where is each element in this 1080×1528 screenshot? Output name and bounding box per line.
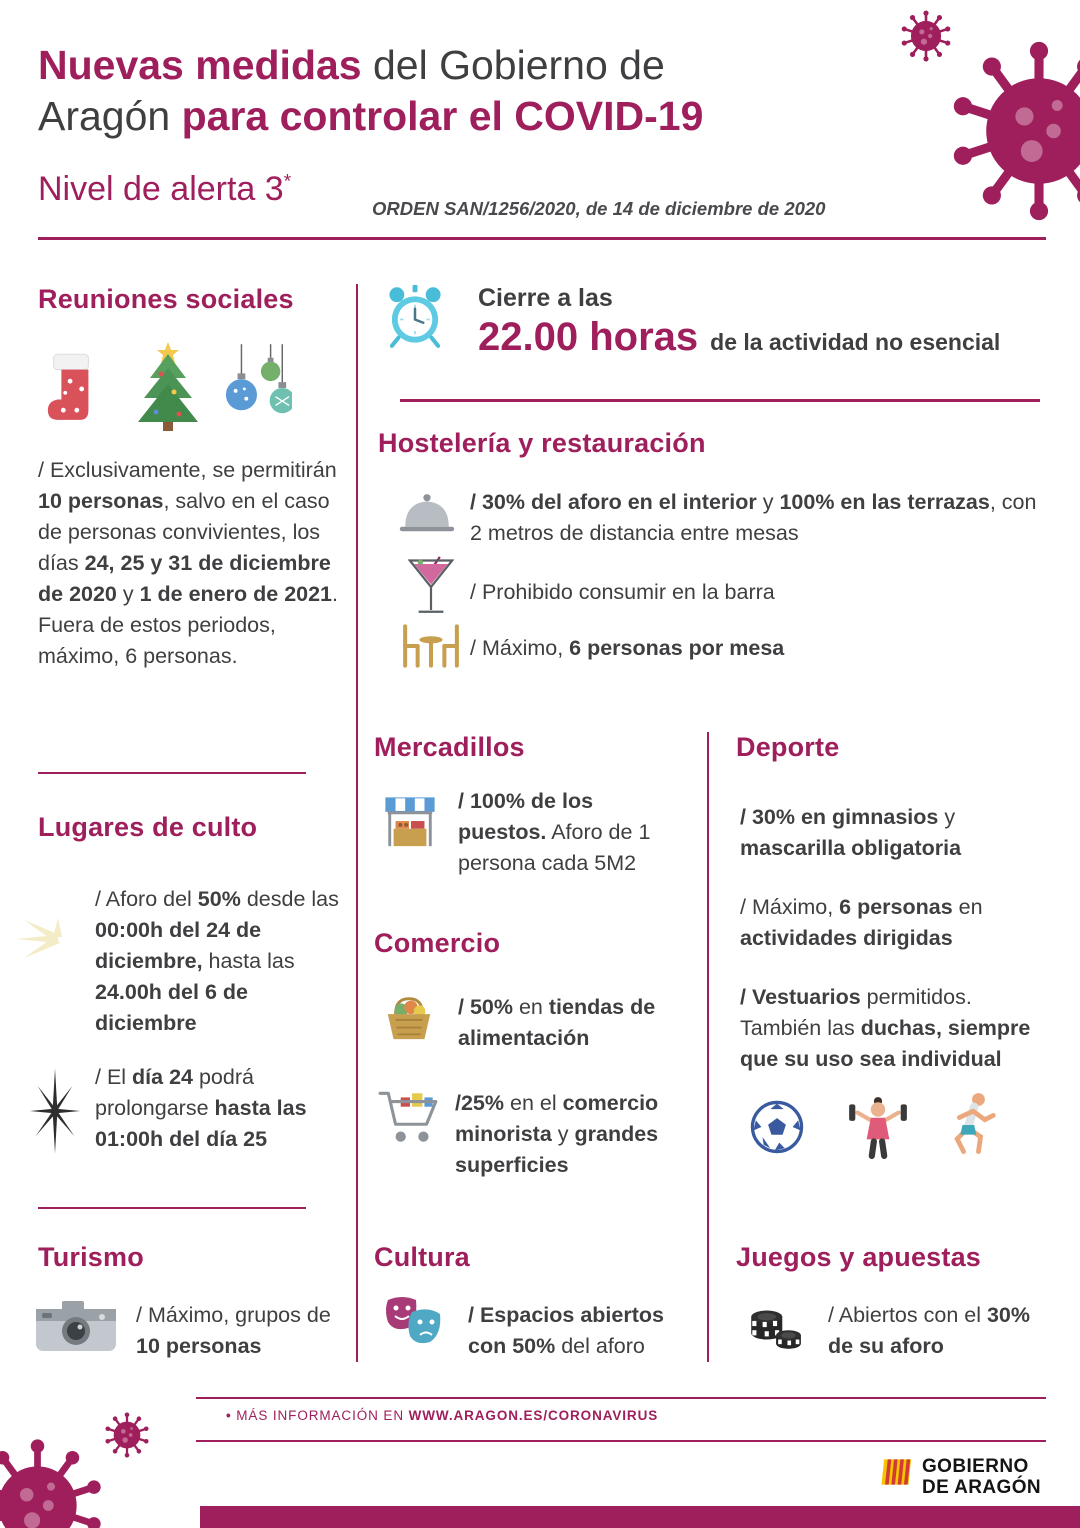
hosteleria-item-2: / Prohibido consumir en la barra bbox=[470, 580, 775, 604]
curfew-time: 22.00 horas bbox=[478, 315, 699, 359]
mercadillos-heading: Mercadillos bbox=[374, 732, 525, 762]
hosteleria-item-3: / Máximo, 6 personas por mesa bbox=[470, 636, 785, 660]
culto-item-1: / Aforo del 50% desde las 00:00h del 24 de diciembre, hasta las 24.00h del 6 de diciembre bbox=[95, 887, 339, 1035]
alert-asterisk: * bbox=[283, 171, 292, 193]
turismo-heading: Turismo bbox=[38, 1242, 144, 1272]
turismo-item-1: / Máximo, grupos de 10 personas bbox=[136, 1303, 331, 1358]
cocktail-icon bbox=[408, 552, 454, 622]
juegos-item-1: / Abiertos con el 30% de su aforo bbox=[828, 1303, 1030, 1358]
hosteleria-item-1: / 30% del aforo en el interior y 100% en las terrazas, con 2 metros de distancia entre mesas bbox=[470, 490, 1037, 545]
header-divider bbox=[38, 237, 1046, 240]
virus-icon bbox=[900, 10, 952, 62]
cloche-icon bbox=[398, 490, 456, 538]
column-divider-left bbox=[356, 284, 358, 1362]
runner-icon bbox=[942, 1092, 1000, 1158]
curfew-divider bbox=[400, 399, 1040, 402]
deporte-item-1: / 30% en gimnasios y mascarilla obligatoria bbox=[740, 805, 962, 860]
comercio-heading: Comercio bbox=[374, 928, 501, 958]
christmas-tree-icon bbox=[130, 340, 206, 432]
shopping-cart-icon bbox=[378, 1084, 442, 1148]
curfew-prefix: Cierre a las bbox=[478, 284, 613, 312]
alert-level: Nivel de alerta 3* bbox=[38, 170, 292, 208]
juegos-heading: Juegos y apuestas bbox=[736, 1242, 982, 1272]
page-title bbox=[38, 40, 703, 142]
aragon-flag-icon bbox=[878, 1456, 914, 1488]
comercio-item-1: / 50% en tiendas de alimentación bbox=[458, 995, 656, 1050]
title-line-1: Nuevas medidas del Gobierno de bbox=[38, 42, 665, 88]
reuniones-heading: Reuniones sociales bbox=[38, 284, 294, 314]
bottom-accent-bar bbox=[200, 1506, 1080, 1528]
curfew-suffix: de la actividad no esencial bbox=[710, 329, 1001, 355]
virus-icon bbox=[948, 40, 1080, 222]
hosteleria-heading: Hostelería y restauración bbox=[378, 428, 706, 458]
table-chairs-icon bbox=[398, 622, 464, 670]
mercadillos-item-1: / 100% de los puestos. Aforo de 1 persona cada 5M2 bbox=[458, 789, 651, 875]
cultura-item-1: / Espacios abiertos con 50% del aforo bbox=[468, 1303, 664, 1358]
camera-icon bbox=[34, 1294, 118, 1356]
deporte-item-2: / Máximo, 6 personas en actividades dirigidas bbox=[740, 895, 983, 950]
logo-line-1: GOBIERNO bbox=[922, 1456, 1029, 1477]
stocking-icon bbox=[44, 348, 100, 426]
footer-divider-bottom bbox=[196, 1440, 1046, 1442]
poker-chips-icon bbox=[744, 1294, 804, 1354]
culto-item-2: / El día 24 podrá prolongarse hasta las 01:00h del día 25 bbox=[95, 1065, 307, 1151]
section-divider bbox=[38, 772, 306, 774]
order-reference: ORDEN SAN/1256/2020, de 14 de diciembre de 2020 bbox=[372, 198, 826, 219]
soccer-ball-icon bbox=[748, 1098, 806, 1156]
footer-divider-top bbox=[196, 1397, 1046, 1399]
sun-icon bbox=[14, 916, 98, 962]
deporte-item-3: / Vestuarios permitidos. También las duchas, siempre que su uso sea individual bbox=[740, 985, 1031, 1071]
virus-icon bbox=[104, 1412, 150, 1458]
logo-line-2: DE ARAGÓN bbox=[922, 1477, 1042, 1498]
star-icon bbox=[26, 1068, 84, 1154]
theater-masks-icon bbox=[382, 1294, 452, 1352]
column-divider-right bbox=[707, 732, 709, 1362]
cultura-heading: Cultura bbox=[374, 1242, 470, 1272]
market-stall-icon bbox=[382, 792, 438, 852]
deporte-heading: Deporte bbox=[736, 732, 840, 762]
footer-info: • MÁS INFORMACIÓN EN WWW.ARAGON.ES/CORONAVIRUS bbox=[226, 1408, 659, 1423]
section-divider bbox=[38, 1207, 306, 1209]
gobierno-aragon-logo bbox=[922, 1456, 1041, 1498]
curfew-block bbox=[478, 284, 1000, 360]
title-line-2: Aragón para controlar el COVID-19 bbox=[38, 93, 704, 139]
weightlifter-icon bbox=[846, 1094, 910, 1160]
baubles-icon bbox=[222, 344, 292, 428]
comercio-item-2: /25% en el comercio minorista y grandes superficies bbox=[455, 1091, 659, 1177]
virus-icon bbox=[0, 1438, 105, 1528]
reuniones-body: / Exclusivamente, se permitirán 10 personas, salvo en el caso de personas convivientes, los días 24, 25 y 31 de diciembre de 2020 y 1 de enero de 2021. Fuera de estos periodos, máximo, 6 personas. bbox=[38, 458, 339, 668]
alarm-clock-icon bbox=[382, 282, 448, 352]
food-basket-icon bbox=[382, 988, 436, 1044]
culto-heading: Lugares de culto bbox=[38, 812, 258, 842]
